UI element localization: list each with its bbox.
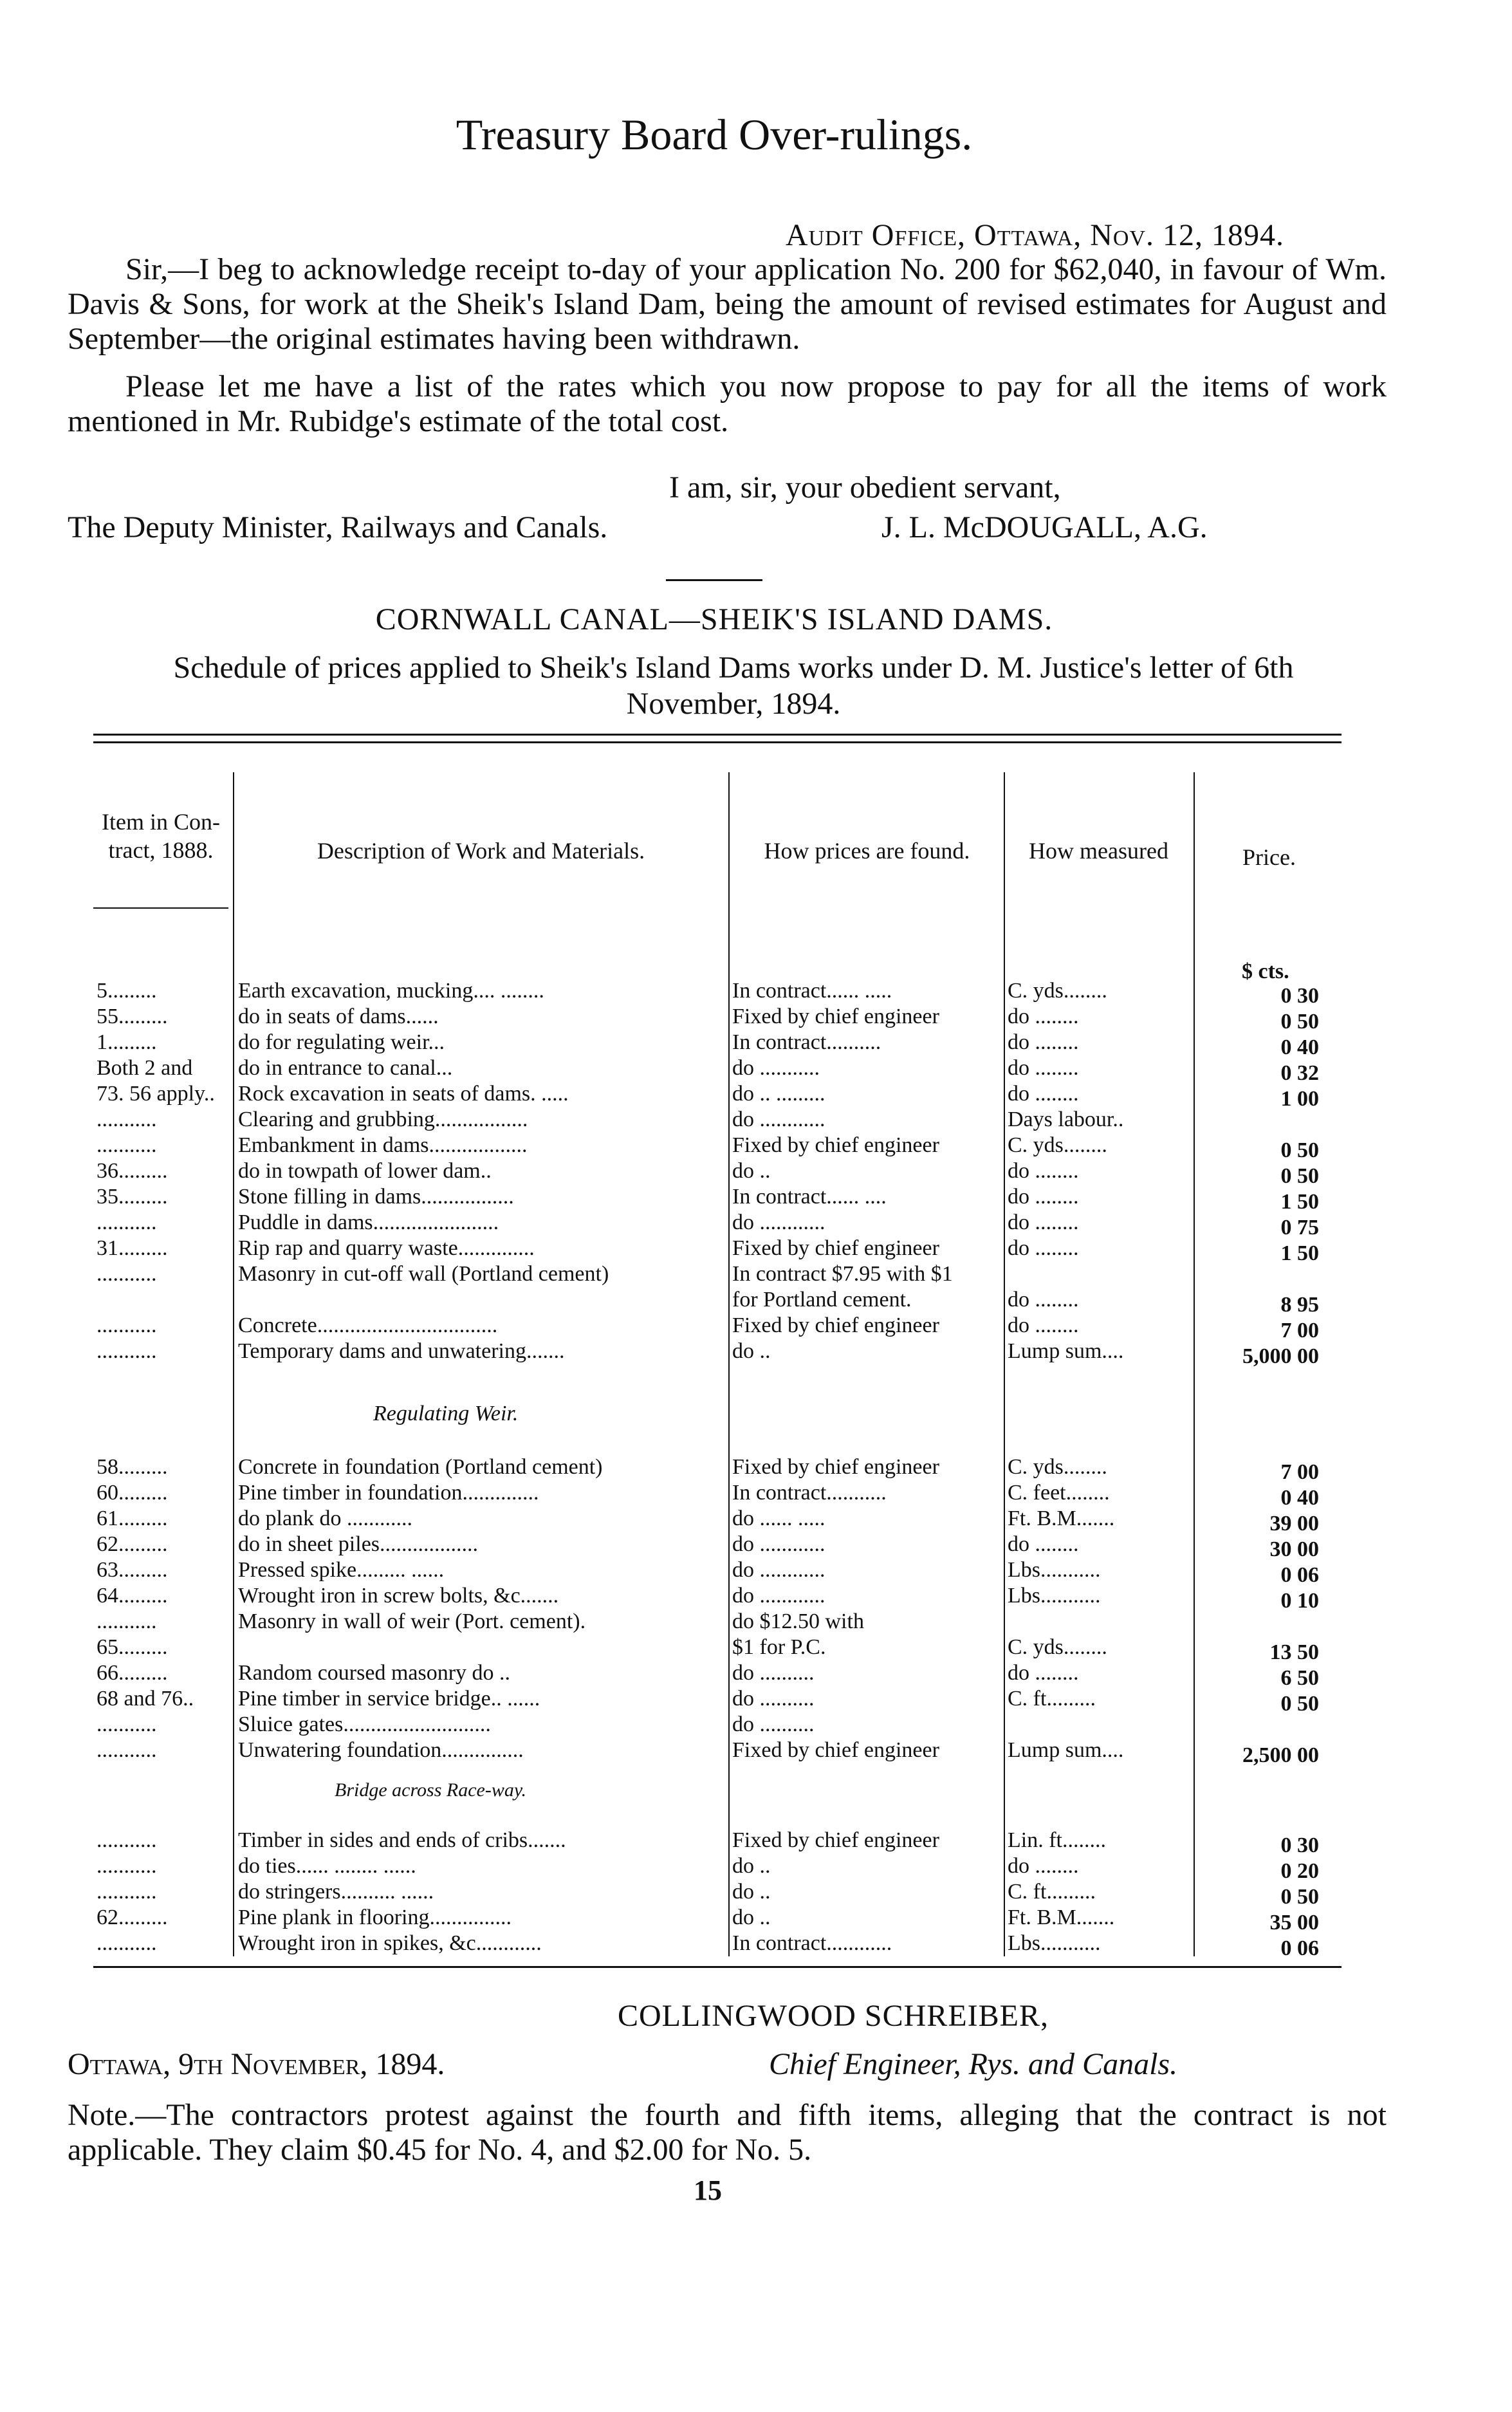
item-number: ........... xyxy=(97,1712,157,1736)
letter-signer: J. L. McDOUGALL, A.G. xyxy=(881,510,1208,544)
work-description: Pine plank in flooring............... xyxy=(238,1906,512,1929)
how-found: do .. xyxy=(732,1880,771,1904)
how-measured: Lbs........... xyxy=(1008,1584,1101,1608)
price-value: 0 30 xyxy=(1280,1833,1319,1857)
price-value: 2,500 00 xyxy=(1242,1743,1319,1767)
how-found: In contract...... .... xyxy=(732,1185,887,1209)
currency-label: $ cts. xyxy=(1242,960,1289,983)
item-number: 62......... xyxy=(97,1906,168,1929)
item-number: ........... xyxy=(97,1108,157,1131)
how-found: In contract $7.95 with $1 xyxy=(732,1262,953,1286)
price-value: 1 50 xyxy=(1280,1241,1319,1265)
schedule-caption: Schedule of prices applied to Sheik's Island Dams works under D. M. Justice's letter of 6th November, 1894. xyxy=(173,651,1294,721)
work-description: do in seats of dams...... xyxy=(238,1005,439,1028)
item-number: ........... xyxy=(97,1211,157,1234)
table-top-rule-2 xyxy=(93,741,1341,743)
how-measured: C. yds........ xyxy=(1008,979,1107,1003)
header-how-found: How prices are found. xyxy=(764,838,970,864)
header-rule xyxy=(93,907,228,909)
how-found: for Portland cement. xyxy=(732,1288,912,1312)
work-description: Random coursed masonry do .. xyxy=(238,1661,511,1685)
item-number: ........... xyxy=(97,1133,157,1157)
item-number: ........... xyxy=(97,1931,157,1955)
price-value: 0 40 xyxy=(1280,1035,1319,1059)
work-description: do stringers.......... ...... xyxy=(238,1880,434,1904)
section-heading: CORNWALL CANAL—SHEIK'S ISLAND DAMS. xyxy=(375,602,1053,636)
how-measured: Lbs........... xyxy=(1008,1558,1101,1582)
col-divider xyxy=(1004,772,1005,1956)
price-value: 6 50 xyxy=(1280,1666,1319,1690)
how-measured: do ........ xyxy=(1008,1056,1079,1080)
work-description: do in entrance to canal... xyxy=(238,1056,453,1080)
how-found: In contract........... xyxy=(732,1481,887,1505)
how-found: Fixed by chief engineer xyxy=(732,1005,939,1028)
work-description: Wrought iron in spikes, &c............ xyxy=(238,1931,542,1955)
how-found: do ............ xyxy=(732,1532,825,1556)
work-description: Rock excavation in seats of dams. ..... xyxy=(238,1082,569,1106)
price-value: 0 75 xyxy=(1280,1216,1319,1239)
how-found: do .. xyxy=(732,1339,771,1363)
work-description: do for regulating weir... xyxy=(238,1030,445,1054)
work-description: Unwatering foundation............... xyxy=(238,1738,524,1762)
how-measured: do ........ xyxy=(1008,1211,1079,1234)
work-description: Rip rap and quarry waste.............. xyxy=(238,1236,535,1260)
price-value: 0 50 xyxy=(1280,1885,1319,1909)
how-found: In contract...... ..... xyxy=(732,979,892,1003)
work-description: Wrought iron in screw bolts, &c....... xyxy=(238,1584,559,1608)
work-description: Masonry in cut-off wall (Portland cement) xyxy=(238,1262,609,1286)
signature-name: COLLINGWOOD SCHREIBER, xyxy=(618,1999,1049,2033)
work-description: Embankment in dams.................. xyxy=(238,1133,528,1157)
price-value: 0 50 xyxy=(1280,1164,1319,1188)
how-measured: C. yds........ xyxy=(1008,1455,1107,1479)
how-measured: Lump sum.... xyxy=(1008,1738,1124,1762)
work-description: Timber in sides and ends of cribs....... xyxy=(238,1828,566,1852)
subheading-bridge: Bridge across Race-way. xyxy=(335,1779,526,1801)
item-number: 62......... xyxy=(97,1532,168,1556)
how-found: do $12.50 with xyxy=(732,1610,864,1633)
item-number: 35......... xyxy=(97,1185,168,1209)
price-value: 1 50 xyxy=(1280,1190,1319,1214)
item-number: 66......... xyxy=(97,1661,168,1685)
how-measured: do ........ xyxy=(1008,1005,1079,1028)
item-number: ........... xyxy=(97,1880,157,1904)
how-found: do ...... ..... xyxy=(732,1507,825,1530)
item-number: 63......... xyxy=(97,1558,168,1582)
table-top-rule xyxy=(93,734,1341,736)
price-value: 8 95 xyxy=(1280,1293,1319,1317)
item-number: 5......... xyxy=(97,979,157,1003)
how-found: Fixed by chief engineer xyxy=(732,1455,939,1479)
price-value: 0 30 xyxy=(1280,984,1319,1008)
how-measured: Lin. ft........ xyxy=(1008,1828,1106,1852)
dateline: Audit Office, Ottawa, Nov. 12, 1894. xyxy=(785,218,1284,252)
item-number: ........... xyxy=(97,1262,157,1286)
how-found: do .. ......... xyxy=(732,1082,825,1106)
signature-title: Chief Engineer, Rys. and Canals. xyxy=(769,2047,1178,2081)
work-description: Stone filling in dams................. xyxy=(238,1185,514,1209)
price-value: 30 00 xyxy=(1269,1537,1319,1561)
how-measured: C. feet........ xyxy=(1008,1481,1110,1505)
price-value: 0 10 xyxy=(1280,1589,1319,1613)
item-number: 55......... xyxy=(97,1005,168,1028)
how-found: Fixed by chief engineer xyxy=(732,1738,939,1762)
header-how-measured: How measured xyxy=(1029,838,1168,864)
how-found: Fixed by chief engineer xyxy=(732,1133,939,1157)
item-number: 58......... xyxy=(97,1455,168,1479)
how-measured: do ........ xyxy=(1008,1288,1079,1312)
item-number: 36......... xyxy=(97,1159,168,1183)
how-found: do ............ xyxy=(732,1558,825,1582)
work-description: Pressed spike......... ...... xyxy=(238,1558,445,1582)
price-value: 7 00 xyxy=(1280,1319,1319,1342)
header-price: Price. xyxy=(1242,844,1296,870)
how-measured: do ........ xyxy=(1008,1082,1079,1106)
item-number: 73. 56 apply.. xyxy=(97,1082,215,1106)
how-found: do ............ xyxy=(732,1108,825,1131)
item-number: ........... xyxy=(97,1828,157,1852)
how-measured: do ........ xyxy=(1008,1532,1079,1556)
item-number: 31......... xyxy=(97,1236,168,1260)
how-measured: do ........ xyxy=(1008,1185,1079,1209)
how-found: do .. xyxy=(732,1159,771,1183)
how-measured: do ........ xyxy=(1008,1030,1079,1054)
work-description: do in towpath of lower dam.. xyxy=(238,1159,492,1183)
item-number: ........... xyxy=(97,1738,157,1762)
price-value: 5,000 00 xyxy=(1242,1344,1319,1368)
work-description: Clearing and grubbing................. xyxy=(238,1108,528,1131)
item-number: 1......... xyxy=(97,1030,157,1054)
how-measured: C. ft......... xyxy=(1008,1687,1096,1711)
price-value: 0 06 xyxy=(1280,1563,1319,1587)
item-number: ........... xyxy=(97,1339,157,1363)
subheading-regulating-weir: Regulating Weir. xyxy=(373,1402,519,1425)
how-measured: C. yds........ xyxy=(1008,1635,1107,1659)
how-found: do .. xyxy=(732,1906,771,1929)
signature-date: Ottawa, 9th November, 1894. xyxy=(68,2047,445,2081)
col-divider xyxy=(233,772,234,1956)
how-measured: do ........ xyxy=(1008,1661,1079,1685)
header-item: Item in Con-tract, 1888. xyxy=(102,809,220,863)
note: Note.—The contractors protest against the fourth and fifth items, alleging that the contract is not applicable. They claim $0.45 for No. 4, and $2.00 for No. 5. xyxy=(68,2098,1387,2167)
price-value: 0 50 xyxy=(1280,1138,1319,1162)
how-found: Fixed by chief engineer xyxy=(732,1236,939,1260)
price-value: 1 00 xyxy=(1280,1087,1319,1111)
letter-body xyxy=(68,252,1387,452)
item-number: 65......... xyxy=(97,1635,168,1659)
price-value: 13 50 xyxy=(1269,1640,1319,1664)
how-measured: do ........ xyxy=(1008,1854,1079,1878)
how-measured: do ........ xyxy=(1008,1236,1079,1260)
letter-closing: I am, sir, your obedient servant, xyxy=(669,470,1061,505)
letter-paragraph-1: Sir,—I beg to acknowledge receipt to-day of your application No. 200 for $62,040, in favour of Wm. Davis & Sons, for work at the Sheik's Island Dam, being the amount of revised estimates for August and September—the original estimates having been withdrawn. xyxy=(68,252,1387,356)
how-found: $1 for P.C. xyxy=(732,1635,826,1659)
page-number: 15 xyxy=(694,2175,722,2206)
how-found: do ............ xyxy=(732,1584,825,1608)
how-measured: do ........ xyxy=(1008,1313,1079,1337)
work-description: do in sheet piles.................. xyxy=(238,1532,479,1556)
work-description: Puddle in dams....................... xyxy=(238,1211,499,1234)
work-description: Pine timber in foundation.............. xyxy=(238,1481,539,1505)
price-value: 0 32 xyxy=(1280,1061,1319,1085)
how-measured: do ........ xyxy=(1008,1159,1079,1183)
how-measured: Ft. B.M....... xyxy=(1008,1507,1115,1530)
work-description: Sluice gates........................... xyxy=(238,1712,491,1736)
price-value: 35 00 xyxy=(1269,1911,1319,1934)
price-value: 0 20 xyxy=(1280,1859,1319,1883)
how-found: Fixed by chief engineer xyxy=(732,1313,939,1337)
work-description: Masonry in wall of weir (Port. cement). xyxy=(238,1610,586,1633)
how-found: do .......... xyxy=(732,1712,815,1736)
how-found: In contract.......... xyxy=(732,1030,881,1054)
item-number: ........... xyxy=(97,1610,157,1633)
col-divider xyxy=(728,772,730,1956)
item-number: ........... xyxy=(97,1313,157,1337)
how-found: do .......... xyxy=(732,1687,815,1711)
how-measured: Lbs........... xyxy=(1008,1931,1101,1955)
table-bottom-rule xyxy=(93,1966,1341,1968)
item-number: 60......... xyxy=(97,1481,168,1505)
work-description: do ties...... ........ ...... xyxy=(238,1854,416,1878)
how-found: Fixed by chief engineer xyxy=(732,1828,939,1852)
how-measured: Days labour.. xyxy=(1008,1108,1124,1131)
how-found: do .......... xyxy=(732,1661,815,1685)
price-value: 0 50 xyxy=(1280,1010,1319,1034)
work-description: Temporary dams and unwatering....... xyxy=(238,1339,565,1363)
item-number: 68 and 76.. xyxy=(97,1687,194,1711)
how-found: do ........... xyxy=(732,1056,820,1080)
price-value: 0 40 xyxy=(1280,1486,1319,1510)
how-measured: Lump sum.... xyxy=(1008,1339,1124,1363)
how-found: do ............ xyxy=(732,1211,825,1234)
letter-paragraph-2: Please let me have a list of the rates which you now propose to pay for all the items of work mentioned in Mr. Rubidge's estimate of the total cost. xyxy=(68,369,1387,438)
price-value: 39 00 xyxy=(1269,1512,1319,1535)
work-description: Pine timber in service bridge.. ...... xyxy=(238,1687,540,1711)
work-description: Concrete................................. xyxy=(238,1313,498,1337)
how-measured: C. yds........ xyxy=(1008,1133,1107,1157)
work-description: Earth excavation, mucking.... ........ xyxy=(238,979,544,1003)
header-description: Description of Work and Materials. xyxy=(317,838,645,864)
price-value: 7 00 xyxy=(1280,1460,1319,1484)
letter-addressee: The Deputy Minister, Railways and Canals. xyxy=(68,510,608,544)
how-measured: Ft. B.M....... xyxy=(1008,1906,1115,1929)
how-found: In contract............ xyxy=(732,1931,892,1955)
item-number: ........... xyxy=(97,1854,157,1878)
work-description: Concrete in foundation (Portland cement) xyxy=(238,1455,603,1479)
divider xyxy=(666,579,762,581)
price-value: 0 06 xyxy=(1280,1936,1319,1960)
item-number: 61......... xyxy=(97,1507,168,1530)
how-measured: C. ft......... xyxy=(1008,1880,1096,1904)
col-divider xyxy=(1194,772,1195,1956)
work-description: do plank do ............ xyxy=(238,1507,413,1530)
price-value: 0 50 xyxy=(1280,1692,1319,1716)
how-found: do .. xyxy=(732,1854,771,1878)
item-number: Both 2 and xyxy=(97,1056,193,1080)
item-number: 64......... xyxy=(97,1584,168,1608)
page-title: Treasury Board Over-rulings. xyxy=(456,110,973,159)
